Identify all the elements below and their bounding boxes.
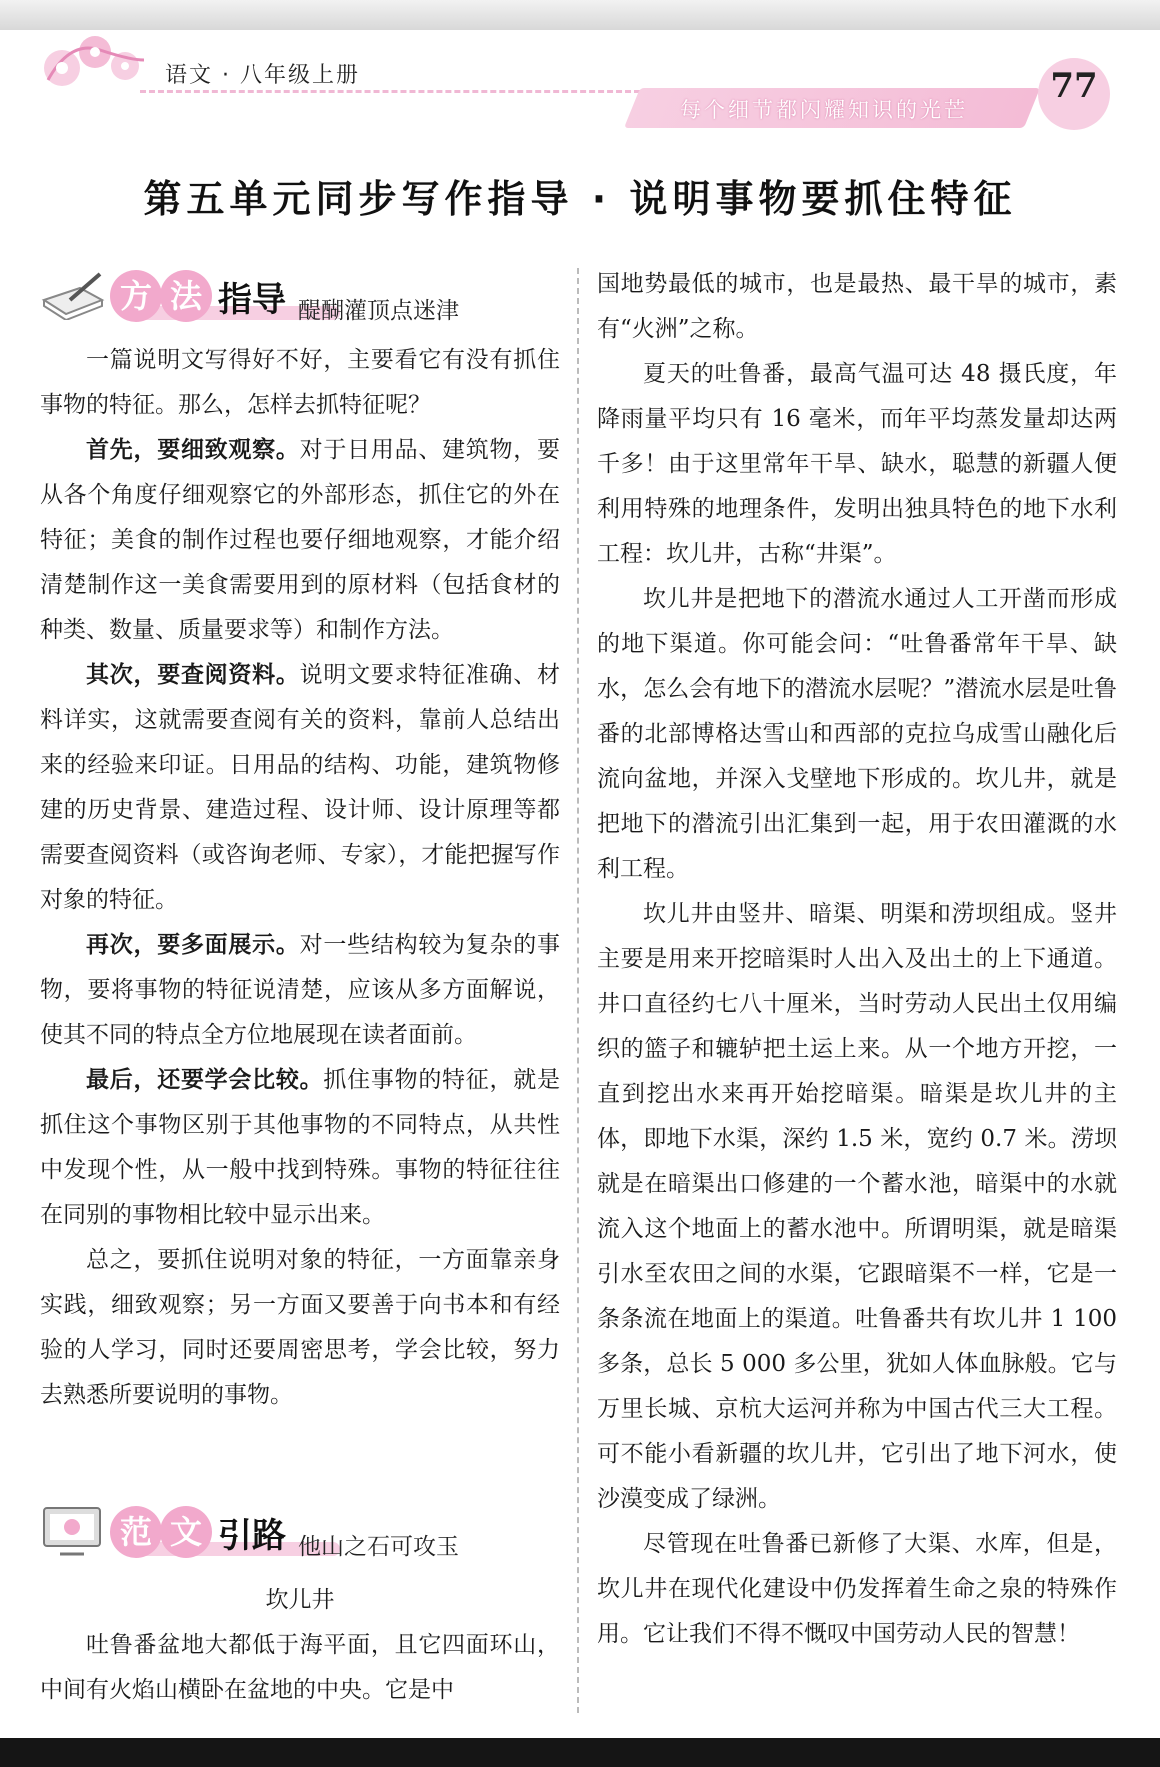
bottom-bar [0, 1738, 1160, 1767]
method-point [40, 1058, 560, 1238]
header-dashed-line [140, 90, 640, 93]
model-subtitle: 他山之石可攻玉 [298, 1534, 459, 1560]
book-subject: 语文 · 八年级上册 [165, 63, 360, 88]
essay-start [40, 1578, 560, 1713]
essay-paragraph: 夏天的吐鲁番，最高气温可达 48 摄氏度，年降雨量平均只有 16 毫米，而年平均蒸发量却达两千多！由于这里常年干旱、缺水，聪慧的新疆人便利用特殊的地理条件，发明出独具特色的地下水利工程：坎儿井，古称“井渠”。 [597, 361, 1117, 567]
column-divider [577, 268, 579, 1713]
monitor-icon [40, 1506, 108, 1556]
method-summary: 总之，要抓住说明对象的特征，一方面靠亲身实践，细致观察；另一方面又要善于向书本和有经验的人学习，同时还要周密思考，学会比较，努力去熟悉所要说明的事物。 [40, 1247, 560, 1408]
point-text: 对于日用品、建筑物，要从各个角度仔细观察它的外部形态，抓住它的外在特征；美食的制作过程也要仔细地观察，才能介绍清楚制作这一美食需要用到的原材料（包括食材的种类、数量、质量要求等）和制作方法。 [40, 437, 561, 643]
method-subtitle: 醍醐灌顶点迷津 [298, 298, 459, 324]
method-char-bubble: 方 [110, 270, 162, 322]
point-lead: 其次，要查阅资料。 [86, 662, 300, 688]
slogan-text: 每个细节都闪耀知识的光芒 [680, 98, 968, 122]
page-title: 第五单元同步写作指导 · 说明事物要抓住特征 [143, 177, 1017, 221]
essay-paragraph: 坎儿井是把地下的潜流水通过人工开凿而形成的地下渠道。你可能会问：“吐鲁番常年干旱、缺水，怎么会有地下的潜流水层呢？”潜流水层是吐鲁番的北部博格达雪山和西部的克拉乌成雪山融化后流向盆地，并深入戈壁地下形成的。坎儿井，就是把地下的潜流引出汇集到一起，用于农田灌溉的水利工程。 [597, 586, 1117, 882]
point-text: 说明文要求特征准确、材料详实，这就需要查阅有关的资料，靠前人总结出来的经验来印证。日用品的结构、功能，建筑物修建的历史背景、建造过程、设计师、设计原理等都需要查阅资料（或咨询老师、专家），才能把握写作对象的特征。 [40, 662, 561, 913]
model-heading: 引路 [218, 1516, 286, 1556]
point-lead: 最后，还要学会比较。 [86, 1067, 324, 1093]
model-char-bubble: 文 [160, 1506, 212, 1558]
essay-paragraph: 尽管现在吐鲁番已新修了大渠、水库，但是，坎儿井在现代化建设中仍发挥着生命之泉的特殊作用。它让我们不得不慨叹中国劳动人民的智慧！ [597, 1531, 1117, 1647]
top-margin [0, 0, 1160, 30]
essay-continuation [597, 262, 1117, 1657]
page-number: 77 [1050, 66, 1098, 106]
method-point [40, 428, 560, 653]
essay-paragraph: 吐鲁番盆地大都低于海平面，且它四面环山，中间有火焰山横卧在盆地的中央。它是中 [40, 1632, 560, 1703]
floral-ornament-icon [40, 20, 150, 100]
point-lead: 再次，要多面展示。 [86, 932, 300, 958]
model-section-header [40, 1502, 560, 1562]
point-lead: 首先，要细致观察。 [86, 437, 300, 463]
essay-title: 坎儿井 [265, 1587, 335, 1613]
method-char-bubble: 法 [160, 270, 212, 322]
method-section-header [40, 266, 560, 326]
method-heading: 指导 [218, 280, 286, 320]
essay-paragraph: 国地势最低的城市，也是最热、最干旱的城市，素有“火洲”之称。 [597, 271, 1117, 342]
point-text: 抓住事物的特征，就是抓住这个事物区别于其他事物的不同特点，从共性中发现个性，从一般中找到特殊。事物的特征往往在同别的事物相比较中显示出来。 [40, 1067, 561, 1228]
method-point [40, 923, 560, 1058]
notebook-pen-icon [40, 270, 108, 320]
method-intro: 一篇说明文写得好不好，主要看它有没有抓住事物的特征。那么，怎样去抓特征呢？ [40, 347, 560, 418]
point-text: 对一些结构较为复杂的事物，要将事物的特征说清楚，应该从多方面解说，使其不同的特点全方位地展现在读者面前。 [40, 932, 561, 1048]
essay-paragraph: 坎儿井由竖井、暗渠、明渠和涝坝组成。竖井主要是用来开挖暗渠时人出入及出土的上下通道。井口直径约七八十厘米，当时劳动人民出土仅用编织的篮子和辘轳把土运上来。从一个地方开挖，一直到挖出水来再开始挖暗渠。暗渠是坎儿井的主体，即地下水渠，深约 1.5 米，宽约 0.7 米。涝坝就是在暗渠出口修建的一个蓄水池，暗渠中的水就流入这个地面上的蓄水池中。所谓明渠，就是暗渠引水至农田之间的水渠，它跟暗渠不一样，它是一条条流在地面上的渠道。吐鲁番共有坎儿井 1 100 多条，总长 5 000 多公里，犹如人体血脉般。它与万里长城、京杭大运河并称为中国古代三大工程。可不能小看新疆的坎儿井，它引出了地下河水，使沙漠变成了绿洲。 [597, 901, 1117, 1512]
method-body [40, 338, 560, 1418]
model-char-bubble: 范 [110, 1506, 162, 1558]
method-point [40, 653, 560, 923]
